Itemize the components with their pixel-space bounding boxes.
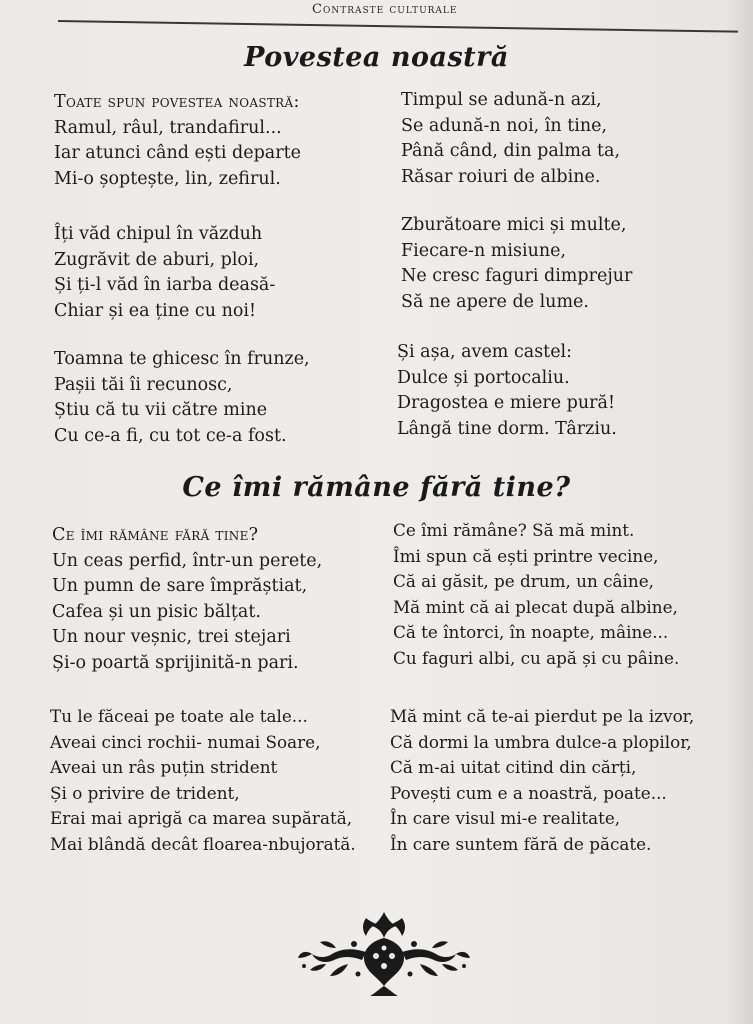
poem-line: Ce îmi rămâne? Să mă mint.: [393, 520, 635, 540]
poem-title-povestea-noastra: Povestea noastră: [244, 42, 509, 73]
poem-line: Mă mint că ai plecat după albine,: [393, 596, 678, 617]
poem1-left-stanza-3: [54, 347, 394, 449]
poem-line: Răsar roiuri de albine.: [401, 166, 601, 187]
poem-line: Că te întorci, în noapte, mâine...: [393, 622, 669, 642]
poem-line: Povești cum e a noastră, poate...: [390, 782, 667, 803]
poem-line: Toamna te ghicesc în frunze,: [54, 349, 310, 369]
poem-line: Să ne apere de lume.: [401, 291, 589, 312]
poem-line: Cafea și un pisic bălțat.: [52, 601, 261, 622]
poem-line: Aveai un râs puțin strident: [50, 757, 278, 777]
poem2-right-stanza-2: [390, 704, 730, 857]
poem-line: Știu că tu vii către mine: [54, 400, 268, 420]
poem-line: Un pumn de sare împrăștiat,: [52, 576, 308, 596]
poem-line: Erai mai aprigă ca marea supărată,: [50, 808, 353, 828]
poem-line: Fiecare-n misiune,: [401, 240, 567, 261]
poem-line: Zugrăvit de aburi, ploi,: [54, 249, 260, 270]
poem-line: Și-o poartă sprijinită-n pari.: [52, 652, 299, 673]
poem-line: În care suntem fără de păcate.: [390, 833, 652, 854]
poem-line: În care visul mi-e realitate,: [390, 808, 621, 828]
poem-line: Toate spun povestea noastră:: [54, 92, 300, 112]
poem-line: Îți văd chipul în văzduh: [54, 224, 263, 244]
poem-line: Dragostea e miere pură!: [397, 393, 615, 413]
poem-line: Dulce și portocaliu.: [397, 367, 570, 388]
poem-line: Se adună-n noi, în tine,: [401, 115, 608, 136]
poem1-right-stanza-3: [397, 340, 737, 442]
poem-line: Lângă tine dorm. Târziu.: [397, 418, 617, 439]
poem-line: Mai blândă decât floarea-nbujorată.: [50, 833, 356, 854]
poem-line: Un nour veșnic, trei stejari: [52, 627, 291, 647]
poem-line: Și așa, avem castel:: [397, 342, 573, 362]
poem-title-ce-imi-ramane: Ce îmi rămâne fără tine?: [182, 472, 571, 503]
poem-line: Ramul, râul, trandafirul...: [54, 117, 282, 138]
poem-line: Iar atunci când ești departe: [54, 143, 301, 163]
poem-line: Timpul se adună-n azi,: [401, 90, 602, 110]
poem-line: Cu ce-a fi, cu tot ce-a fost.: [54, 425, 287, 446]
poem-line: Că dormi la umbra dulce-a plopilor,: [390, 731, 692, 752]
poem2-left-stanza-2: [50, 704, 390, 857]
poem-line: Un ceas perfid, într-un perete,: [52, 550, 323, 571]
poem1-left-stanza-1: [54, 90, 394, 192]
poem-line: Că ai găsit, pe drum, un câine,: [393, 571, 654, 591]
header-rule: [58, 20, 738, 33]
poem-line: Până când, din palma ta,: [401, 141, 621, 161]
poem-line: Mă mint că te-ai pierdut pe la izvor,: [390, 706, 695, 726]
poem-line: Mi-o șoptește, lin, zefirul.: [54, 168, 281, 189]
poem-line: Că m-ai uitat citind din cărți,: [390, 757, 637, 777]
poem-line: Îmi spun că ești printre vecine,: [393, 545, 659, 566]
poem2-left-stanza-1: [52, 523, 392, 676]
poem1-left-stanza-2: [54, 222, 394, 324]
running-title: Contraste culturale: [312, 2, 458, 17]
poem-line: Ce îmi rămâne fără tine?: [52, 525, 259, 545]
poem-line: Chiar și ea ține cu noi!: [54, 300, 257, 321]
poem-line: Aveai cinci rochii- numai Soare,: [50, 731, 321, 752]
poem-line: Cu faguri albi, cu apă și cu pâine.: [393, 647, 680, 668]
running-header: [0, 0, 753, 26]
poem-line: Ne cresc faguri dimprejur: [401, 266, 633, 286]
poem1-right-stanza-2: [401, 213, 741, 315]
poem1-right-stanza-1: [401, 88, 741, 190]
poem-line: Și ți-l văd în iarba deasă-: [54, 275, 276, 295]
poem-line: Zburătoare mici și multe,: [401, 215, 627, 235]
poem-line: Și o privire de trident,: [50, 782, 240, 803]
poem-line: Pașii tăi îi recunosc,: [54, 374, 233, 395]
floral-ornament-icon: [296, 908, 472, 1000]
poem-line: Tu le făceai pe toate ale tale...: [50, 706, 308, 726]
poem2-right-stanza-1: [393, 518, 733, 671]
